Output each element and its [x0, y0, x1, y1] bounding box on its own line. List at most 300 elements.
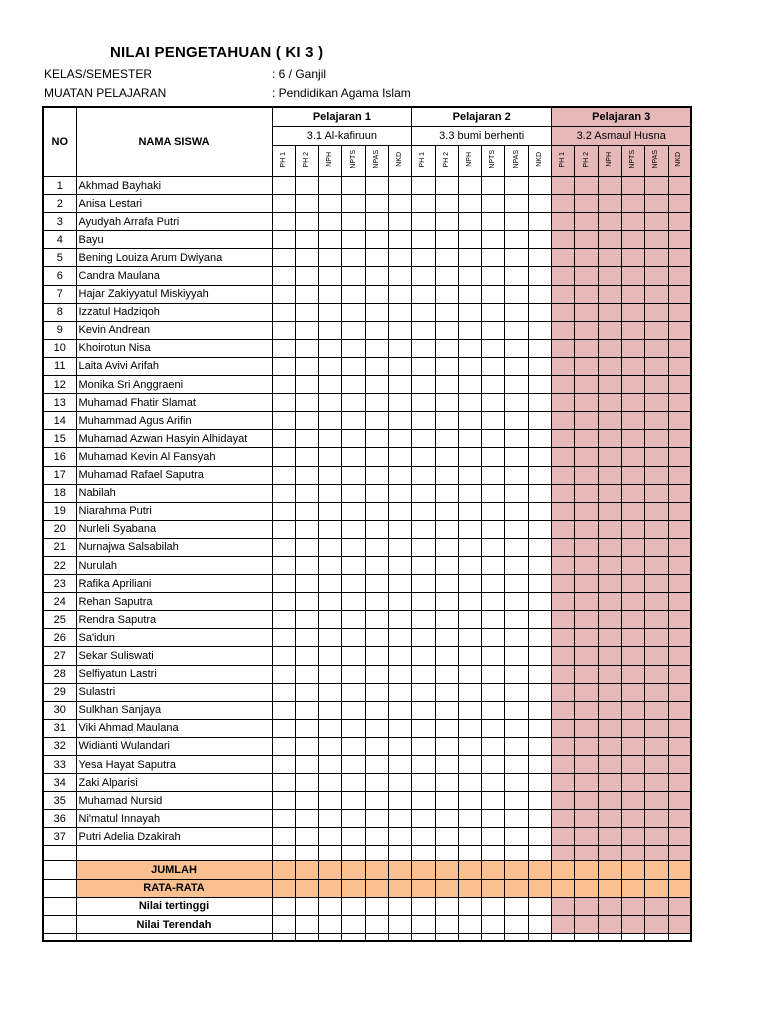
- grade-cell[interactable]: [435, 412, 458, 430]
- grade-cell[interactable]: [668, 792, 691, 810]
- grade-cell[interactable]: [505, 683, 528, 701]
- grade-cell[interactable]: [621, 195, 644, 213]
- grade-cell[interactable]: [668, 394, 691, 412]
- grade-cell[interactable]: [295, 357, 318, 375]
- grade-cell[interactable]: [668, 502, 691, 520]
- grade-cell[interactable]: [528, 448, 551, 466]
- grade-cell[interactable]: [412, 810, 435, 828]
- grade-cell[interactable]: [365, 611, 388, 629]
- grade-cell[interactable]: [528, 737, 551, 755]
- grade-cell[interactable]: [319, 538, 342, 556]
- grade-cell[interactable]: [295, 629, 318, 647]
- grade-cell[interactable]: [598, 412, 621, 430]
- grade-cell[interactable]: [319, 683, 342, 701]
- grade-cell[interactable]: [412, 376, 435, 394]
- grade-cell[interactable]: [552, 502, 575, 520]
- grade-cell[interactable]: [365, 466, 388, 484]
- grade-cell[interactable]: [435, 448, 458, 466]
- grade-cell[interactable]: [505, 267, 528, 285]
- grade-cell[interactable]: [365, 774, 388, 792]
- grade-cell[interactable]: [295, 737, 318, 755]
- grade-cell[interactable]: [505, 502, 528, 520]
- grade-cell[interactable]: [342, 879, 365, 897]
- grade-cell[interactable]: [388, 538, 411, 556]
- grade-cell[interactable]: [528, 861, 551, 879]
- grade-cell[interactable]: [435, 846, 458, 861]
- grade-cell[interactable]: [342, 430, 365, 448]
- grade-cell[interactable]: [598, 249, 621, 267]
- grade-cell[interactable]: [319, 828, 342, 846]
- grade-cell[interactable]: [668, 879, 691, 897]
- grade-cell[interactable]: [575, 339, 598, 357]
- grade-cell[interactable]: [575, 303, 598, 321]
- grade-cell[interactable]: [668, 412, 691, 430]
- grade-cell[interactable]: [528, 267, 551, 285]
- grade-cell[interactable]: [458, 737, 481, 755]
- grade-cell[interactable]: [272, 177, 295, 195]
- grade-cell[interactable]: [272, 520, 295, 538]
- grade-cell[interactable]: [505, 897, 528, 915]
- grade-cell[interactable]: [388, 520, 411, 538]
- grade-cell[interactable]: [598, 285, 621, 303]
- grade-cell[interactable]: [412, 303, 435, 321]
- grade-cell[interactable]: [458, 412, 481, 430]
- grade-cell[interactable]: [668, 339, 691, 357]
- grade-cell[interactable]: [482, 502, 505, 520]
- grade-cell[interactable]: [482, 321, 505, 339]
- grade-cell[interactable]: [319, 861, 342, 879]
- grade-cell[interactable]: [621, 430, 644, 448]
- grade-cell[interactable]: [342, 647, 365, 665]
- grade-cell[interactable]: [458, 231, 481, 249]
- grade-cell[interactable]: [295, 575, 318, 593]
- grade-cell[interactable]: [482, 213, 505, 231]
- grade-cell[interactable]: [272, 502, 295, 520]
- grade-cell[interactable]: [435, 665, 458, 683]
- grade-cell[interactable]: [365, 394, 388, 412]
- grade-cell[interactable]: [552, 520, 575, 538]
- grade-cell[interactable]: [342, 593, 365, 611]
- grade-cell[interactable]: [575, 879, 598, 897]
- grade-cell[interactable]: [319, 846, 342, 861]
- grade-cell[interactable]: [552, 593, 575, 611]
- grade-cell[interactable]: [272, 213, 295, 231]
- grade-cell[interactable]: [458, 683, 481, 701]
- grade-cell[interactable]: [482, 719, 505, 737]
- grade-cell[interactable]: [388, 683, 411, 701]
- grade-cell[interactable]: [319, 466, 342, 484]
- grade-cell[interactable]: [482, 846, 505, 861]
- grade-cell[interactable]: [505, 357, 528, 375]
- grade-cell[interactable]: [458, 701, 481, 719]
- grade-cell[interactable]: [552, 376, 575, 394]
- grade-cell[interactable]: [435, 647, 458, 665]
- grade-cell[interactable]: [668, 593, 691, 611]
- grade-cell[interactable]: [435, 249, 458, 267]
- grade-cell[interactable]: [272, 774, 295, 792]
- grade-cell[interactable]: [645, 339, 668, 357]
- grade-cell[interactable]: [272, 376, 295, 394]
- grade-cell[interactable]: [482, 916, 505, 934]
- grade-cell[interactable]: [645, 737, 668, 755]
- grade-cell[interactable]: [412, 502, 435, 520]
- grade-cell[interactable]: [295, 502, 318, 520]
- grade-cell[interactable]: [272, 647, 295, 665]
- grade-cell[interactable]: [575, 575, 598, 593]
- grade-cell[interactable]: [668, 756, 691, 774]
- grade-cell[interactable]: [645, 879, 668, 897]
- grade-cell[interactable]: [621, 520, 644, 538]
- grade-cell[interactable]: [505, 321, 528, 339]
- grade-cell[interactable]: [365, 756, 388, 774]
- grade-cell[interactable]: [645, 647, 668, 665]
- grade-cell[interactable]: [342, 177, 365, 195]
- grade-cell[interactable]: [458, 575, 481, 593]
- grade-cell[interactable]: [621, 897, 644, 915]
- grade-cell[interactable]: [505, 879, 528, 897]
- grade-cell[interactable]: [365, 683, 388, 701]
- grade-cell[interactable]: [528, 701, 551, 719]
- grade-cell[interactable]: [412, 792, 435, 810]
- grade-cell[interactable]: [575, 916, 598, 934]
- grade-cell[interactable]: [668, 611, 691, 629]
- grade-cell[interactable]: [412, 321, 435, 339]
- grade-cell[interactable]: [482, 629, 505, 647]
- grade-cell[interactable]: [645, 756, 668, 774]
- grade-cell[interactable]: [388, 774, 411, 792]
- grade-cell[interactable]: [621, 810, 644, 828]
- grade-cell[interactable]: [342, 448, 365, 466]
- grade-cell[interactable]: [388, 556, 411, 574]
- grade-cell[interactable]: [388, 502, 411, 520]
- grade-cell[interactable]: [505, 737, 528, 755]
- grade-cell[interactable]: [668, 556, 691, 574]
- grade-cell[interactable]: [342, 267, 365, 285]
- grade-cell[interactable]: [621, 177, 644, 195]
- grade-cell[interactable]: [575, 701, 598, 719]
- grade-cell[interactable]: [342, 861, 365, 879]
- grade-cell[interactable]: [668, 321, 691, 339]
- grade-cell[interactable]: [319, 448, 342, 466]
- grade-cell[interactable]: [575, 792, 598, 810]
- grade-cell[interactable]: [388, 701, 411, 719]
- grade-cell[interactable]: [295, 879, 318, 897]
- grade-cell[interactable]: [621, 683, 644, 701]
- grade-cell[interactable]: [388, 267, 411, 285]
- grade-cell[interactable]: [598, 916, 621, 934]
- grade-cell[interactable]: [645, 897, 668, 915]
- grade-cell[interactable]: [528, 593, 551, 611]
- grade-cell[interactable]: [528, 339, 551, 357]
- grade-cell[interactable]: [552, 879, 575, 897]
- grade-cell[interactable]: [365, 538, 388, 556]
- grade-cell[interactable]: [668, 665, 691, 683]
- grade-cell[interactable]: [319, 916, 342, 934]
- grade-cell[interactable]: [645, 394, 668, 412]
- grade-cell[interactable]: [482, 195, 505, 213]
- grade-cell[interactable]: [412, 701, 435, 719]
- grade-cell[interactable]: [272, 756, 295, 774]
- grade-cell[interactable]: [365, 213, 388, 231]
- grade-cell[interactable]: [621, 376, 644, 394]
- grade-cell[interactable]: [645, 701, 668, 719]
- grade-cell[interactable]: [458, 448, 481, 466]
- grade-cell[interactable]: [552, 647, 575, 665]
- grade-cell[interactable]: [272, 629, 295, 647]
- grade-cell[interactable]: [272, 810, 295, 828]
- grade-cell[interactable]: [458, 792, 481, 810]
- grade-cell[interactable]: [272, 719, 295, 737]
- grade-cell[interactable]: [319, 810, 342, 828]
- grade-cell[interactable]: [552, 412, 575, 430]
- grade-cell[interactable]: [458, 538, 481, 556]
- grade-cell[interactable]: [295, 430, 318, 448]
- grade-cell[interactable]: [342, 556, 365, 574]
- grade-cell[interactable]: [435, 376, 458, 394]
- grade-cell[interactable]: [598, 430, 621, 448]
- grade-cell[interactable]: [272, 737, 295, 755]
- grade-cell[interactable]: [575, 756, 598, 774]
- grade-cell[interactable]: [482, 701, 505, 719]
- grade-cell[interactable]: [365, 810, 388, 828]
- grade-cell[interactable]: [505, 430, 528, 448]
- grade-cell[interactable]: [458, 394, 481, 412]
- grade-cell[interactable]: [645, 520, 668, 538]
- grade-cell[interactable]: [388, 430, 411, 448]
- grade-cell[interactable]: [482, 412, 505, 430]
- grade-cell[interactable]: [388, 339, 411, 357]
- grade-cell[interactable]: [575, 321, 598, 339]
- grade-cell[interactable]: [621, 484, 644, 502]
- grade-cell[interactable]: [552, 828, 575, 846]
- grade-cell[interactable]: [388, 647, 411, 665]
- grade-cell[interactable]: [528, 484, 551, 502]
- grade-cell[interactable]: [365, 861, 388, 879]
- grade-cell[interactable]: [621, 357, 644, 375]
- grade-cell[interactable]: [342, 719, 365, 737]
- grade-cell[interactable]: [505, 412, 528, 430]
- grade-cell[interactable]: [319, 701, 342, 719]
- grade-cell[interactable]: [598, 520, 621, 538]
- grade-cell[interactable]: [528, 897, 551, 915]
- grade-cell[interactable]: [458, 810, 481, 828]
- grade-cell[interactable]: [458, 879, 481, 897]
- grade-cell[interactable]: [528, 376, 551, 394]
- grade-cell[interactable]: [598, 303, 621, 321]
- grade-cell[interactable]: [621, 556, 644, 574]
- grade-cell[interactable]: [365, 737, 388, 755]
- grade-cell[interactable]: [621, 611, 644, 629]
- grade-cell[interactable]: [388, 846, 411, 861]
- grade-cell[interactable]: [412, 737, 435, 755]
- grade-cell[interactable]: [388, 285, 411, 303]
- grade-cell[interactable]: [482, 177, 505, 195]
- grade-cell[interactable]: [645, 593, 668, 611]
- grade-cell[interactable]: [668, 357, 691, 375]
- grade-cell[interactable]: [528, 357, 551, 375]
- grade-cell[interactable]: [621, 394, 644, 412]
- grade-cell[interactable]: [388, 394, 411, 412]
- grade-cell[interactable]: [295, 719, 318, 737]
- grade-cell[interactable]: [528, 575, 551, 593]
- grade-cell[interactable]: [342, 756, 365, 774]
- grade-cell[interactable]: [295, 213, 318, 231]
- grade-cell[interactable]: [365, 792, 388, 810]
- grade-cell[interactable]: [598, 828, 621, 846]
- grade-cell[interactable]: [319, 249, 342, 267]
- grade-cell[interactable]: [319, 502, 342, 520]
- grade-cell[interactable]: [668, 828, 691, 846]
- grade-cell[interactable]: [668, 701, 691, 719]
- grade-cell[interactable]: [668, 448, 691, 466]
- grade-cell[interactable]: [668, 916, 691, 934]
- grade-cell[interactable]: [505, 810, 528, 828]
- grade-cell[interactable]: [575, 719, 598, 737]
- grade-cell[interactable]: [505, 376, 528, 394]
- grade-cell[interactable]: [388, 719, 411, 737]
- grade-cell[interactable]: [412, 575, 435, 593]
- grade-cell[interactable]: [295, 861, 318, 879]
- grade-cell[interactable]: [388, 177, 411, 195]
- grade-cell[interactable]: [458, 629, 481, 647]
- grade-cell[interactable]: [319, 520, 342, 538]
- grade-cell[interactable]: [319, 357, 342, 375]
- grade-cell[interactable]: [272, 846, 295, 861]
- grade-cell[interactable]: [598, 792, 621, 810]
- grade-cell[interactable]: [412, 285, 435, 303]
- grade-cell[interactable]: [528, 879, 551, 897]
- grade-cell[interactable]: [552, 285, 575, 303]
- grade-cell[interactable]: [272, 484, 295, 502]
- grade-cell[interactable]: [388, 737, 411, 755]
- grade-cell[interactable]: [505, 538, 528, 556]
- grade-cell[interactable]: [528, 321, 551, 339]
- grade-cell[interactable]: [552, 339, 575, 357]
- grade-cell[interactable]: [388, 897, 411, 915]
- grade-cell[interactable]: [365, 520, 388, 538]
- grade-cell[interactable]: [319, 792, 342, 810]
- grade-cell[interactable]: [295, 897, 318, 915]
- grade-cell[interactable]: [482, 897, 505, 915]
- grade-cell[interactable]: [458, 861, 481, 879]
- grade-cell[interactable]: [412, 466, 435, 484]
- grade-cell[interactable]: [365, 593, 388, 611]
- grade-cell[interactable]: [668, 376, 691, 394]
- grade-cell[interactable]: [412, 861, 435, 879]
- grade-cell[interactable]: [598, 556, 621, 574]
- grade-cell[interactable]: [365, 430, 388, 448]
- grade-cell[interactable]: [365, 575, 388, 593]
- grade-cell[interactable]: [552, 394, 575, 412]
- grade-cell[interactable]: [552, 774, 575, 792]
- grade-cell[interactable]: [598, 611, 621, 629]
- grade-cell[interactable]: [412, 213, 435, 231]
- grade-cell[interactable]: [482, 303, 505, 321]
- grade-cell[interactable]: [528, 683, 551, 701]
- grade-cell[interactable]: [528, 412, 551, 430]
- grade-cell[interactable]: [412, 629, 435, 647]
- grade-cell[interactable]: [505, 792, 528, 810]
- grade-cell[interactable]: [458, 593, 481, 611]
- grade-cell[interactable]: [365, 879, 388, 897]
- grade-cell[interactable]: [505, 177, 528, 195]
- grade-cell[interactable]: [668, 737, 691, 755]
- grade-cell[interactable]: [528, 916, 551, 934]
- grade-cell[interactable]: [458, 249, 481, 267]
- grade-cell[interactable]: [598, 321, 621, 339]
- grade-cell[interactable]: [388, 231, 411, 249]
- grade-cell[interactable]: [645, 412, 668, 430]
- grade-cell[interactable]: [458, 339, 481, 357]
- grade-cell[interactable]: [319, 629, 342, 647]
- grade-cell[interactable]: [621, 412, 644, 430]
- grade-cell[interactable]: [319, 231, 342, 249]
- grade-cell[interactable]: [482, 556, 505, 574]
- grade-cell[interactable]: [295, 484, 318, 502]
- grade-cell[interactable]: [365, 846, 388, 861]
- grade-cell[interactable]: [645, 683, 668, 701]
- grade-cell[interactable]: [319, 593, 342, 611]
- grade-cell[interactable]: [668, 303, 691, 321]
- grade-cell[interactable]: [575, 285, 598, 303]
- grade-cell[interactable]: [435, 611, 458, 629]
- grade-cell[interactable]: [319, 737, 342, 755]
- grade-cell[interactable]: [505, 285, 528, 303]
- grade-cell[interactable]: [458, 719, 481, 737]
- grade-cell[interactable]: [575, 484, 598, 502]
- grade-cell[interactable]: [645, 575, 668, 593]
- grade-cell[interactable]: [295, 683, 318, 701]
- grade-cell[interactable]: [342, 897, 365, 915]
- grade-cell[interactable]: [668, 195, 691, 213]
- grade-cell[interactable]: [435, 810, 458, 828]
- grade-cell[interactable]: [435, 466, 458, 484]
- grade-cell[interactable]: [575, 466, 598, 484]
- grade-cell[interactable]: [552, 846, 575, 861]
- grade-cell[interactable]: [505, 394, 528, 412]
- grade-cell[interactable]: [482, 339, 505, 357]
- grade-cell[interactable]: [342, 213, 365, 231]
- grade-cell[interactable]: [621, 538, 644, 556]
- grade-cell[interactable]: [575, 737, 598, 755]
- grade-cell[interactable]: [319, 575, 342, 593]
- grade-cell[interactable]: [575, 846, 598, 861]
- grade-cell[interactable]: [552, 466, 575, 484]
- grade-cell[interactable]: [272, 665, 295, 683]
- grade-cell[interactable]: [668, 683, 691, 701]
- grade-cell[interactable]: [295, 448, 318, 466]
- grade-cell[interactable]: [482, 879, 505, 897]
- grade-cell[interactable]: [435, 792, 458, 810]
- grade-cell[interactable]: [575, 647, 598, 665]
- grade-cell[interactable]: [645, 177, 668, 195]
- grade-cell[interactable]: [528, 538, 551, 556]
- grade-cell[interactable]: [505, 303, 528, 321]
- grade-cell[interactable]: [458, 357, 481, 375]
- grade-cell[interactable]: [528, 629, 551, 647]
- grade-cell[interactable]: [575, 430, 598, 448]
- grade-cell[interactable]: [342, 321, 365, 339]
- grade-cell[interactable]: [295, 916, 318, 934]
- grade-cell[interactable]: [388, 810, 411, 828]
- grade-cell[interactable]: [388, 466, 411, 484]
- grade-cell[interactable]: [621, 502, 644, 520]
- grade-cell[interactable]: [668, 629, 691, 647]
- grade-cell[interactable]: [668, 810, 691, 828]
- grade-cell[interactable]: [575, 195, 598, 213]
- grade-cell[interactable]: [435, 683, 458, 701]
- grade-cell[interactable]: [295, 701, 318, 719]
